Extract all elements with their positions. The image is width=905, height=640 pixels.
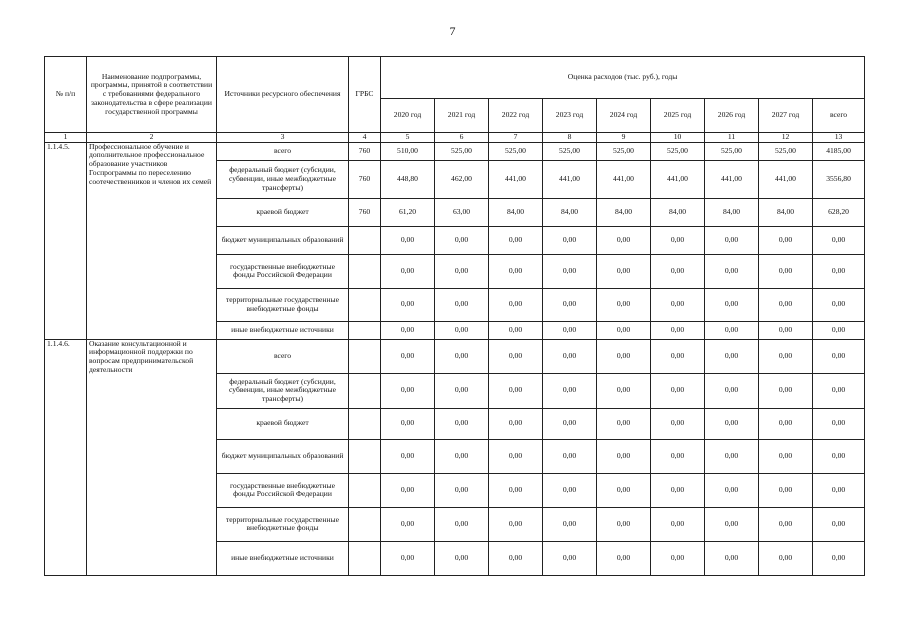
column-index-cell: 8 — [543, 133, 597, 143]
year-value: 0,00 — [489, 473, 543, 507]
total-value: 0,00 — [813, 408, 865, 439]
year-value: 0,00 — [651, 408, 705, 439]
funding-source: государственные внебюджетные фонды Российской Федерации — [217, 254, 349, 288]
year-value: 0,00 — [381, 321, 435, 339]
year-value: 0,00 — [489, 321, 543, 339]
year-value: 0,00 — [705, 226, 759, 254]
funding-source: федеральный бюджет (субсидии, субвенции, иные межбюджетные трансферты) — [217, 160, 349, 198]
grbs-code — [349, 373, 381, 408]
funding-source: территориальные государственные внебюджетные фонды — [217, 507, 349, 541]
column-index-cell: 9 — [597, 133, 651, 143]
grbs-code — [349, 507, 381, 541]
year-value: 525,00 — [651, 142, 705, 160]
year-value: 0,00 — [651, 339, 705, 373]
year-value: 441,00 — [705, 160, 759, 198]
year-value: 0,00 — [543, 408, 597, 439]
header-grbs: ГРБС — [349, 57, 381, 133]
grbs-code — [349, 541, 381, 575]
year-value: 0,00 — [651, 439, 705, 473]
year-value: 525,00 — [759, 142, 813, 160]
total-value: 0,00 — [813, 373, 865, 408]
year-value: 0,00 — [597, 373, 651, 408]
funding-source: краевой бюджет — [217, 198, 349, 226]
year-value: 0,00 — [489, 439, 543, 473]
funding-source: иные внебюджетные источники — [217, 321, 349, 339]
year-value: 0,00 — [759, 321, 813, 339]
year-value: 0,00 — [597, 254, 651, 288]
year-value: 0,00 — [651, 226, 705, 254]
grbs-code — [349, 288, 381, 321]
year-value: 525,00 — [489, 142, 543, 160]
funding-source: территориальные государственные внебюджетные фонды — [217, 288, 349, 321]
year-value: 448,80 — [381, 160, 435, 198]
column-index-cell: 10 — [651, 133, 705, 143]
year-value: 0,00 — [759, 339, 813, 373]
year-value: 0,00 — [489, 373, 543, 408]
year-value: 84,00 — [705, 198, 759, 226]
year-value: 0,00 — [543, 321, 597, 339]
year-value: 525,00 — [705, 142, 759, 160]
funding-source: государственные внебюджетные фонды Российской Федерации — [217, 473, 349, 507]
year-value: 0,00 — [435, 339, 489, 373]
year-value: 0,00 — [759, 254, 813, 288]
year-value: 0,00 — [759, 373, 813, 408]
grbs-code: 760 — [349, 198, 381, 226]
year-value: 0,00 — [543, 541, 597, 575]
year-value: 0,00 — [435, 541, 489, 575]
year-value: 0,00 — [597, 226, 651, 254]
grbs-code: 760 — [349, 160, 381, 198]
year-value: 84,00 — [489, 198, 543, 226]
grbs-code — [349, 439, 381, 473]
grbs-code — [349, 254, 381, 288]
year-value: 0,00 — [543, 226, 597, 254]
year-value: 0,00 — [759, 473, 813, 507]
year-value: 61,20 — [381, 198, 435, 226]
funding-source: бюджет муниципальных образований — [217, 439, 349, 473]
year-value: 0,00 — [651, 507, 705, 541]
grbs-code — [349, 226, 381, 254]
section-title: Профессиональное обучение и дополнительное профессиональное образование участников Госпрограммы по переселению соотечественников и членов их семей — [87, 142, 217, 339]
header-year: 2022 год — [489, 99, 543, 133]
year-value: 525,00 — [435, 142, 489, 160]
total-value: 0,00 — [813, 439, 865, 473]
year-value: 0,00 — [435, 288, 489, 321]
year-value: 441,00 — [651, 160, 705, 198]
year-value: 0,00 — [381, 408, 435, 439]
total-value: 0,00 — [813, 226, 865, 254]
year-value: 0,00 — [651, 321, 705, 339]
year-value: 0,00 — [381, 226, 435, 254]
year-value: 0,00 — [435, 507, 489, 541]
year-value: 63,00 — [435, 198, 489, 226]
year-value: 0,00 — [597, 339, 651, 373]
funding-source: бюджет муниципальных образований — [217, 226, 349, 254]
total-value: 0,00 — [813, 254, 865, 288]
year-value: 0,00 — [597, 408, 651, 439]
year-value: 84,00 — [543, 198, 597, 226]
year-value: 0,00 — [381, 541, 435, 575]
total-value: 0,00 — [813, 473, 865, 507]
year-value: 0,00 — [597, 288, 651, 321]
column-index-cell: 5 — [381, 133, 435, 143]
year-value: 84,00 — [759, 198, 813, 226]
year-value: 0,00 — [705, 507, 759, 541]
year-value: 0,00 — [435, 321, 489, 339]
grbs-code — [349, 339, 381, 373]
column-index-cell: 13 — [813, 133, 865, 143]
year-value: 0,00 — [435, 373, 489, 408]
year-value: 0,00 — [435, 473, 489, 507]
year-value: 0,00 — [651, 288, 705, 321]
funding-source: федеральный бюджет (субсидии, субвенции, иные межбюджетные трансферты) — [217, 373, 349, 408]
header-year: 2027 год — [759, 99, 813, 133]
column-index-cell: 1 — [45, 133, 87, 143]
total-value: 0,00 — [813, 339, 865, 373]
year-value: 525,00 — [543, 142, 597, 160]
year-value: 0,00 — [435, 226, 489, 254]
header-source: Источники ресурсного обеспечения — [217, 57, 349, 133]
column-index-cell: 3 — [217, 133, 349, 143]
year-value: 0,00 — [759, 288, 813, 321]
total-value: 0,00 — [813, 507, 865, 541]
header-year: 2024 год — [597, 99, 651, 133]
year-value: 0,00 — [381, 373, 435, 408]
section-title: Оказание консультационной и информационной поддержки по вопросам предпринимательской деятельности — [87, 339, 217, 575]
header-year: 2021 год — [435, 99, 489, 133]
year-value: 0,00 — [651, 473, 705, 507]
year-value: 0,00 — [597, 439, 651, 473]
header-year: 2023 год — [543, 99, 597, 133]
total-value: 0,00 — [813, 321, 865, 339]
year-value: 0,00 — [435, 439, 489, 473]
year-value: 0,00 — [543, 373, 597, 408]
total-value: 3556,80 — [813, 160, 865, 198]
year-value: 0,00 — [489, 254, 543, 288]
year-value: 0,00 — [543, 288, 597, 321]
column-index-cell: 2 — [87, 133, 217, 143]
year-value: 0,00 — [543, 439, 597, 473]
year-value: 0,00 — [597, 321, 651, 339]
header-estimate: Оценка расходов (тыс. руб.), годы — [381, 57, 865, 99]
year-value: 84,00 — [597, 198, 651, 226]
year-value: 0,00 — [489, 339, 543, 373]
header-year: 2020 год — [381, 99, 435, 133]
grbs-code — [349, 473, 381, 507]
column-index-cell: 12 — [759, 133, 813, 143]
total-value: 628,20 — [813, 198, 865, 226]
year-value: 441,00 — [543, 160, 597, 198]
header-year-total: всего — [813, 99, 865, 133]
section-code: 1.1.4.5. — [45, 142, 87, 339]
year-value: 0,00 — [705, 541, 759, 575]
year-value: 0,00 — [705, 288, 759, 321]
year-value: 0,00 — [705, 473, 759, 507]
year-value: 441,00 — [489, 160, 543, 198]
year-value: 0,00 — [597, 541, 651, 575]
year-value: 441,00 — [597, 160, 651, 198]
year-value: 0,00 — [705, 439, 759, 473]
year-value: 0,00 — [381, 507, 435, 541]
year-value: 0,00 — [435, 408, 489, 439]
year-value: 0,00 — [381, 339, 435, 373]
section-code: 1.1.4.6. — [45, 339, 87, 575]
year-value: 0,00 — [489, 226, 543, 254]
year-value: 0,00 — [543, 473, 597, 507]
year-value: 0,00 — [651, 254, 705, 288]
header-name: Наименование подпрограммы, программы, принятой в соответствии с требованиями федерального законодательства в сфере реализации государственной программы — [87, 57, 217, 133]
year-value: 0,00 — [381, 439, 435, 473]
year-value: 0,00 — [597, 507, 651, 541]
year-value: 0,00 — [543, 507, 597, 541]
year-value: 0,00 — [705, 373, 759, 408]
table-row — [45, 339, 865, 373]
year-value: 0,00 — [705, 321, 759, 339]
year-value: 0,00 — [597, 473, 651, 507]
year-value: 0,00 — [489, 507, 543, 541]
funding-source: краевой бюджет — [217, 408, 349, 439]
column-index-cell: 6 — [435, 133, 489, 143]
year-value: 0,00 — [705, 254, 759, 288]
grbs-code — [349, 321, 381, 339]
year-value: 0,00 — [759, 541, 813, 575]
year-value: 0,00 — [489, 288, 543, 321]
year-value: 0,00 — [759, 408, 813, 439]
header-year: 2025 год — [651, 99, 705, 133]
year-value: 0,00 — [435, 254, 489, 288]
funding-source: иные внебюджетные источники — [217, 541, 349, 575]
column-index-row — [45, 133, 865, 143]
year-value: 0,00 — [759, 507, 813, 541]
year-value: 0,00 — [651, 541, 705, 575]
year-value: 0,00 — [705, 339, 759, 373]
year-value: 0,00 — [381, 254, 435, 288]
year-value: 525,00 — [597, 142, 651, 160]
column-index-cell: 7 — [489, 133, 543, 143]
year-value: 441,00 — [759, 160, 813, 198]
budget-body — [45, 142, 865, 575]
header-num: № п/п — [45, 57, 87, 133]
year-value: 0,00 — [381, 288, 435, 321]
year-value: 0,00 — [543, 254, 597, 288]
year-value: 0,00 — [489, 408, 543, 439]
year-value: 84,00 — [651, 198, 705, 226]
grbs-code — [349, 408, 381, 439]
budget-table — [44, 56, 865, 576]
year-value: 0,00 — [543, 339, 597, 373]
year-value: 0,00 — [759, 439, 813, 473]
year-value: 0,00 — [651, 373, 705, 408]
total-value: 0,00 — [813, 288, 865, 321]
grbs-code: 760 — [349, 142, 381, 160]
total-value: 0,00 — [813, 541, 865, 575]
year-value: 0,00 — [759, 226, 813, 254]
year-value: 510,00 — [381, 142, 435, 160]
column-index-cell: 11 — [705, 133, 759, 143]
column-index-cell: 4 — [349, 133, 381, 143]
page-number: 7 — [449, 24, 456, 38]
year-value: 462,00 — [435, 160, 489, 198]
funding-source: всего — [217, 142, 349, 160]
year-value: 0,00 — [489, 541, 543, 575]
year-value: 0,00 — [705, 408, 759, 439]
total-value: 4185,00 — [813, 142, 865, 160]
year-value: 0,00 — [381, 473, 435, 507]
header-year: 2026 год — [705, 99, 759, 133]
funding-source: всего — [217, 339, 349, 373]
table-row — [45, 142, 865, 160]
